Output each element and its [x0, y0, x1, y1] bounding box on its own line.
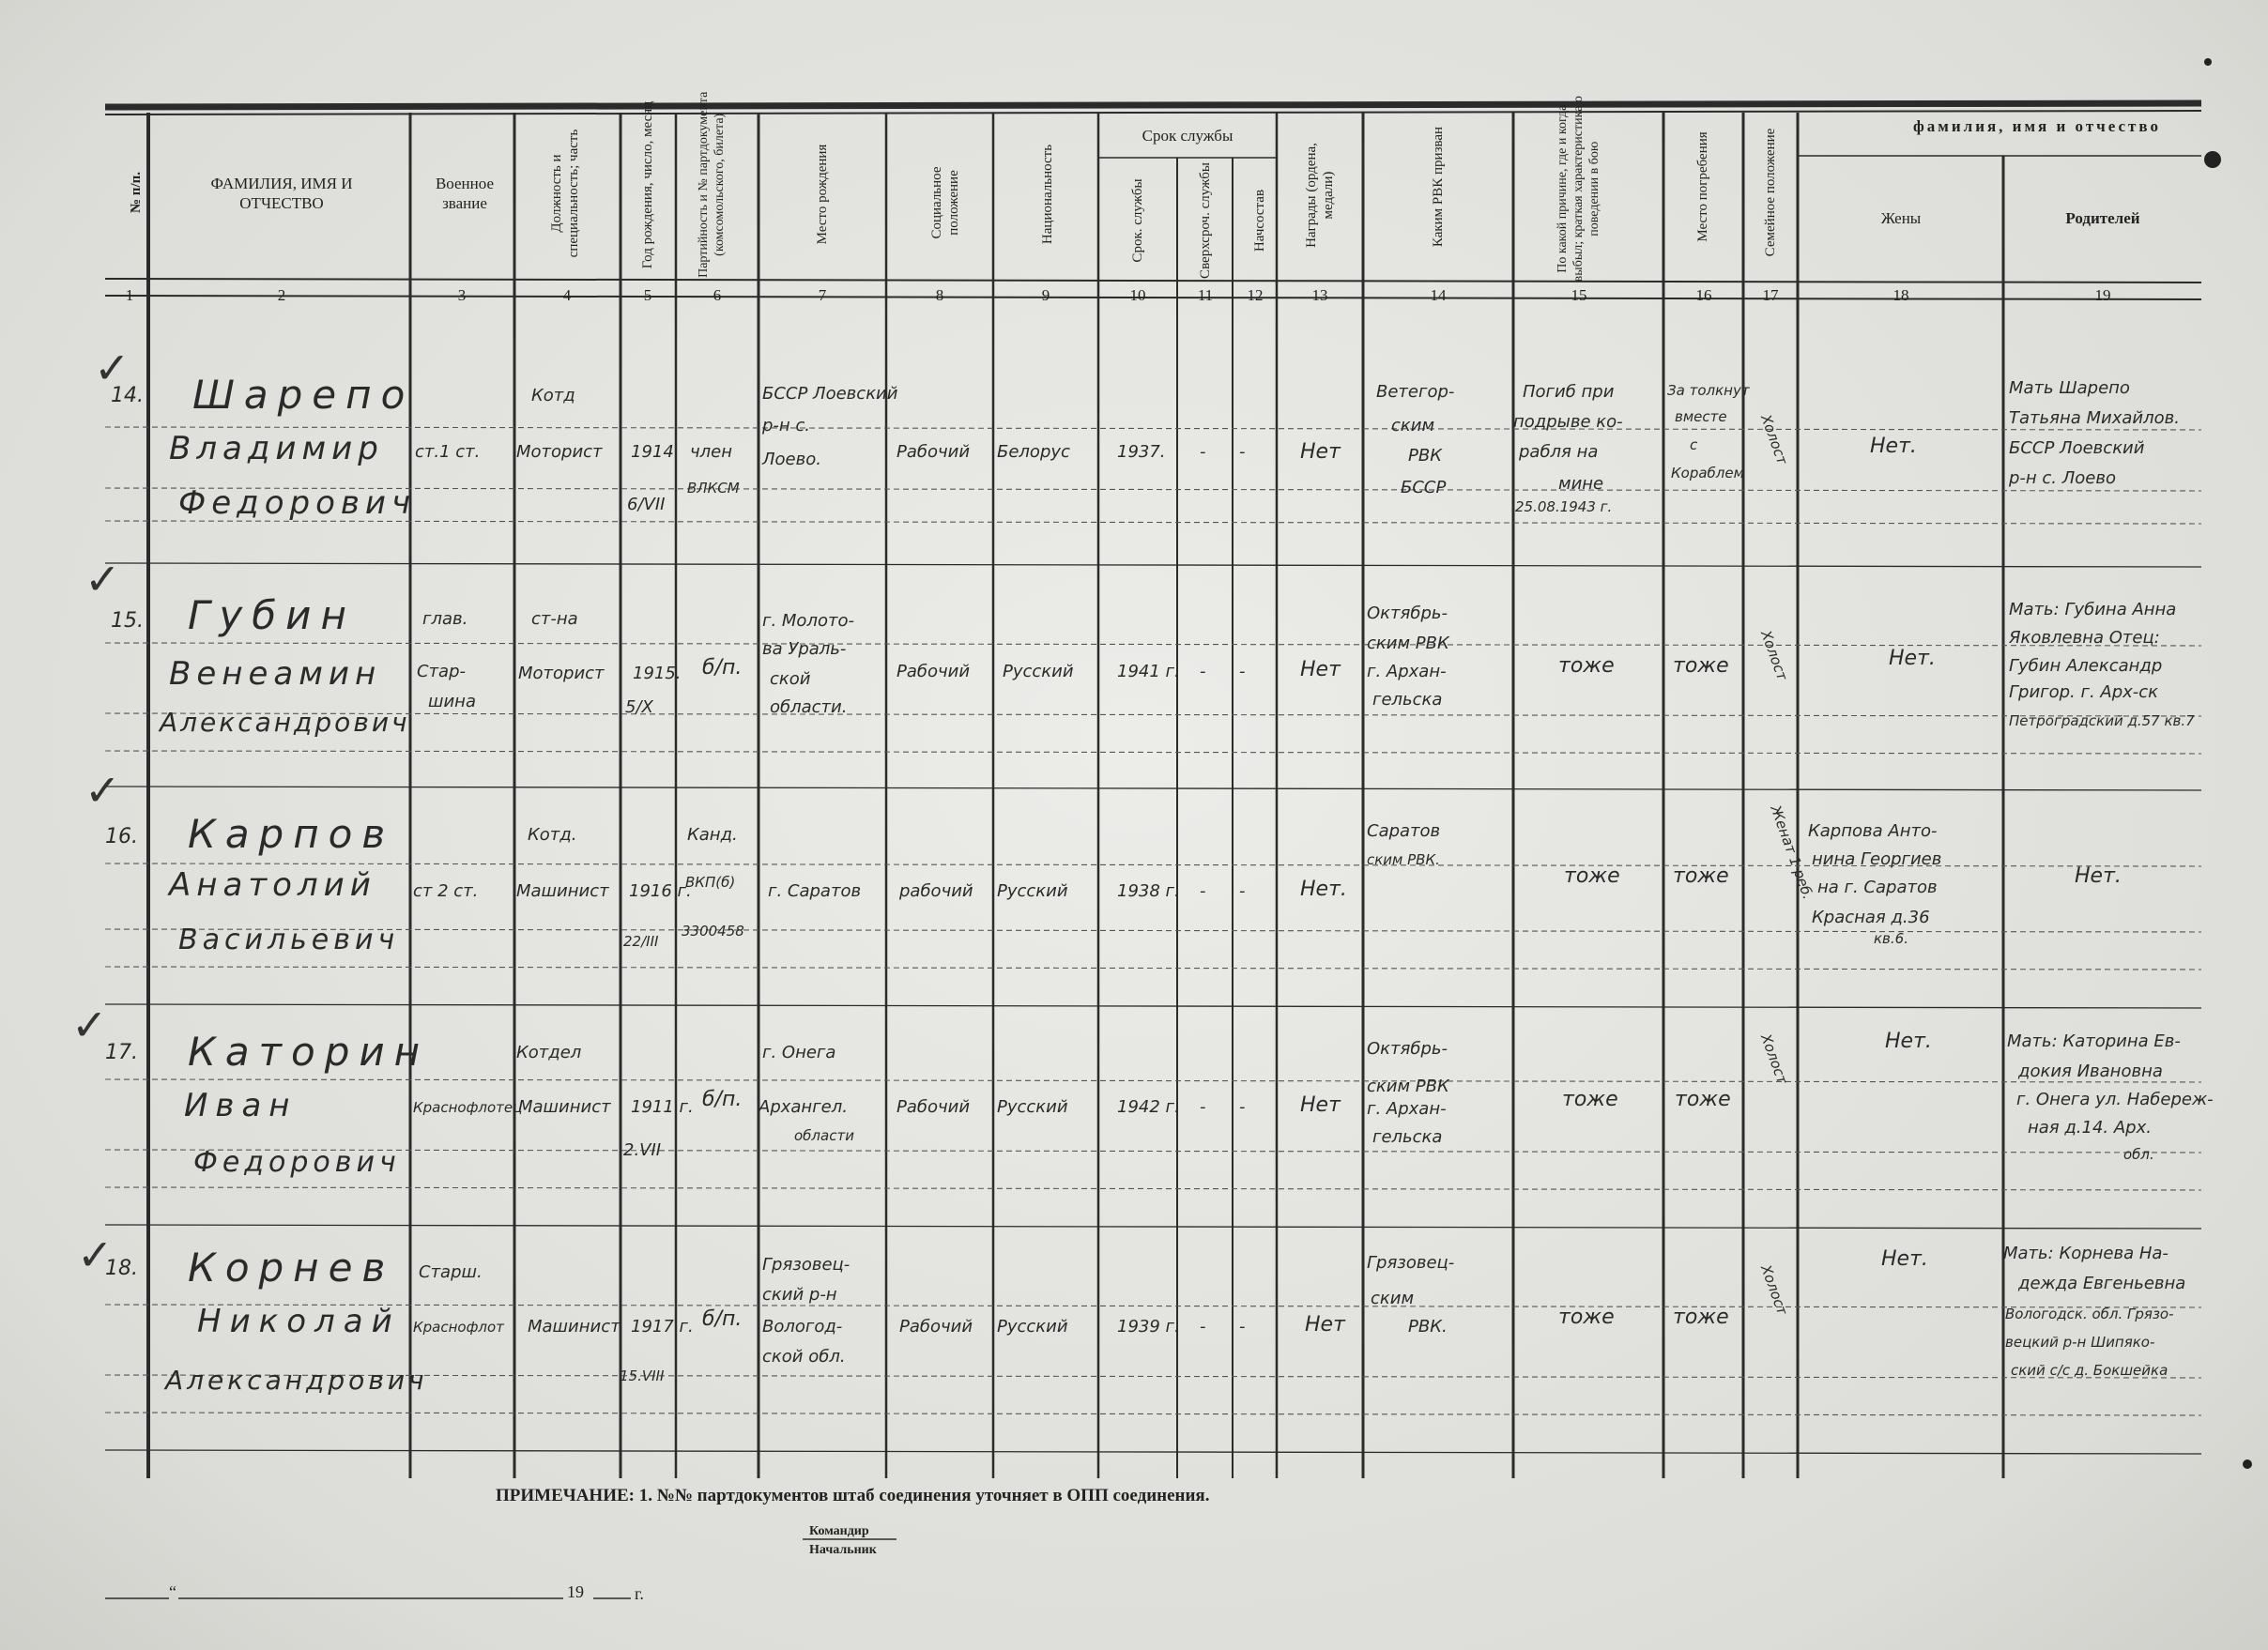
- social-status: Рабочий: [896, 662, 971, 681]
- birth-date: 5/X: [625, 697, 653, 717]
- parents: Нет.: [2075, 864, 2122, 888]
- patronymic: Васильевич: [178, 924, 400, 956]
- parents-line: дежда Евгеньевна: [2018, 1274, 2186, 1293]
- patronymic: Александрович: [160, 707, 410, 738]
- service-term: 1937.: [1117, 442, 1166, 462]
- social-status: Рабочий: [899, 1317, 973, 1337]
- service-term: 1942 г.: [1117, 1097, 1180, 1117]
- surname: Корнев: [188, 1245, 395, 1291]
- col-header-4: Должность и специальность; часть: [549, 129, 581, 258]
- party-doc: ВЛКСМ: [687, 480, 740, 497]
- rvk-line: Саратов: [1367, 821, 1441, 841]
- burial-line: Кораблем: [1671, 465, 1744, 481]
- overterm: -: [1200, 1317, 1206, 1337]
- party-card: ВКП(б): [685, 874, 736, 891]
- rvk-line: Ветегор-: [1376, 382, 1455, 402]
- col-header-11: Сверхсроч. службы: [1198, 162, 1213, 279]
- header-service-term: Срок службы: [1142, 127, 1234, 145]
- parents-line: Петроградский д.57 кв.7: [2009, 712, 2195, 729]
- row-number: 18.: [105, 1257, 138, 1280]
- rank: Стар-: [417, 662, 467, 681]
- social-status: Рабочий: [896, 442, 971, 462]
- birthplace-line: ской: [770, 669, 811, 689]
- post: Моторист: [518, 664, 605, 683]
- reason: тоже: [1564, 864, 1620, 888]
- birth-year: 1914: [631, 442, 674, 462]
- parents-line: ная д.14. Арх.: [2028, 1118, 2152, 1138]
- rvk-line: гельска: [1372, 690, 1443, 710]
- parents-line: Мать: Корнева На-: [2003, 1244, 2168, 1263]
- rvk-line: г. Архан-: [1367, 662, 1447, 681]
- party: б/п.: [702, 1307, 743, 1331]
- birthplace-line: Вологод-: [762, 1317, 843, 1337]
- col-num-9: 9: [1041, 286, 1050, 304]
- col-header-10: Срок. службы: [1130, 178, 1145, 263]
- birthplace-line: Грязовец-: [762, 1255, 850, 1275]
- reason-line: мине: [1558, 474, 1604, 494]
- burial-line: с: [1690, 436, 1698, 453]
- birthplace-line: р-н с.: [762, 416, 811, 435]
- col-num-6: 6: [713, 286, 722, 304]
- col-num-5: 5: [643, 286, 652, 304]
- surname: Карпов: [188, 811, 395, 857]
- col-header-13: Награды (ордена, медали): [1304, 143, 1336, 248]
- wife: Нет.: [1881, 1247, 1928, 1271]
- rank: ст.1 ст.: [415, 442, 481, 462]
- burial: тоже: [1673, 1306, 1729, 1329]
- birthplace-line: ва Ураль-: [762, 639, 847, 659]
- rank: Старш.: [419, 1262, 483, 1282]
- birth-date: 15.VIII: [620, 1367, 665, 1384]
- rank: шина: [428, 692, 476, 711]
- patronymic: Федорович: [178, 484, 417, 522]
- parents-line: Мать Шарепо: [2009, 378, 2130, 398]
- patronymic: Александрович: [165, 1365, 428, 1396]
- col-num-13: 13: [1311, 286, 1328, 304]
- command-staff: -: [1239, 881, 1246, 901]
- rvk-line: РВК.: [1408, 1317, 1448, 1337]
- surname: Губин: [188, 592, 356, 638]
- rvk-line: РВК: [1408, 446, 1442, 466]
- parents-line: р-н с. Лоево: [2009, 468, 2116, 488]
- parents-line: обл.: [2123, 1146, 2154, 1163]
- parents-line: Мать: Губина Анна: [2009, 600, 2177, 619]
- rvk-line: Грязовец-: [1367, 1253, 1455, 1273]
- wife: Нет.: [1889, 647, 1936, 670]
- party: б/п.: [702, 656, 743, 680]
- col-header-8: Социальное положение: [929, 166, 961, 239]
- check-mark-icon: ✓: [84, 765, 121, 816]
- birthplace-line: ский р-н: [762, 1285, 837, 1305]
- parents-line: Григор. г. Арх-ск: [2009, 682, 2159, 702]
- wife-line: кв.6.: [1874, 930, 1908, 947]
- row-number: 14.: [111, 384, 144, 407]
- birth-date: 22/III: [623, 933, 659, 950]
- wife-line: нина Георгиев: [1812, 849, 1942, 869]
- reason-line: подрыве ко-: [1513, 412, 1623, 432]
- awards: Нет: [1300, 658, 1341, 681]
- col-num-4: 4: [562, 286, 572, 304]
- birth-year: 1917 г.: [631, 1317, 694, 1337]
- col-num-2: 2: [277, 286, 286, 304]
- nationality: Русский: [997, 881, 1068, 901]
- commander-label: Командир: [809, 1524, 869, 1538]
- overterm: -: [1200, 1097, 1206, 1117]
- family-status: Холост: [1756, 1031, 1791, 1087]
- family-status: Холост: [1756, 628, 1791, 683]
- parents-line: ский с/с д. Бокшейка: [2011, 1362, 2168, 1379]
- reason-line: Погиб при: [1523, 382, 1615, 402]
- nationality: Русский: [997, 1317, 1068, 1337]
- rvk-line: ским: [1371, 1289, 1415, 1308]
- col-num-17: 17: [1762, 286, 1779, 304]
- col-header-1: № п/п.: [129, 171, 144, 214]
- row-number: 15.: [111, 609, 144, 633]
- parents-line: БССР Лоевский: [2009, 438, 2145, 458]
- col-num-15: 15: [1571, 286, 1587, 304]
- check-mark-icon: ✓: [84, 554, 121, 604]
- nationality: Русский: [1003, 662, 1074, 681]
- wife: Нет.: [1870, 435, 1917, 458]
- wife-line: Красная д.36: [1812, 908, 1930, 927]
- rvk-line: гельска: [1372, 1127, 1443, 1147]
- reason: тоже: [1558, 654, 1615, 678]
- overterm: -: [1200, 662, 1206, 681]
- overterm: -: [1200, 881, 1206, 901]
- footer-note: ПРИМЕЧАНИЕ: 1. №№ партдокументов штаб соединения уточняет в ОПП соединения.: [496, 1486, 1210, 1505]
- col-num-18: 18: [1893, 286, 1909, 304]
- parents-line: докия Ивановна: [2018, 1062, 2163, 1081]
- col-header-5: Год рождения, число, месяц: [640, 100, 655, 269]
- rank: ст 2 ст.: [413, 881, 479, 901]
- col-header-9: Национальность: [1040, 144, 1055, 245]
- parents-line: вецкий р-н Шипяко-: [2005, 1334, 2155, 1351]
- awards: Нет: [1305, 1313, 1345, 1337]
- row-number: 16.: [105, 825, 138, 848]
- birthplace-line: БССР Лоевский: [762, 384, 898, 404]
- parents-line: Мать: Каторина Ев-: [2007, 1031, 2181, 1051]
- burial-line: вместе: [1675, 408, 1727, 425]
- col-header-17: Семейное положение: [1763, 128, 1778, 257]
- col-num-7: 7: [818, 286, 827, 304]
- post: Машинист: [516, 881, 609, 901]
- family-status: Холост: [1756, 412, 1791, 467]
- birthplace-line: области: [794, 1127, 854, 1144]
- col-header-2: ФАМИЛИЯ, ИМЯ И ОТЧЕСТВО: [210, 175, 353, 213]
- col-header-6: Партийность и № партдокумента (комсомольского, билета): [697, 91, 727, 278]
- birthplace-line: г. Онега: [762, 1043, 836, 1062]
- year-suffix: г.: [635, 1584, 644, 1603]
- reason-line: 25.08.1943 г.: [1515, 498, 1613, 515]
- awards: Нет: [1300, 440, 1341, 464]
- col-header-3: Военное звание: [435, 175, 495, 213]
- col-num-19: 19: [2094, 286, 2111, 304]
- social-status: Рабочий: [896, 1097, 971, 1117]
- col-header-16: Место погребения: [1695, 131, 1710, 242]
- patronymic: Федорович: [193, 1146, 401, 1179]
- col-header-14: Каким РВК призван: [1431, 126, 1446, 248]
- burial: тоже: [1673, 864, 1729, 888]
- birthplace: г. Саратов: [768, 881, 862, 901]
- rank: Краснофлотец: [413, 1099, 523, 1116]
- first-name: Анатолий: [169, 866, 376, 904]
- col-num-16: 16: [1695, 286, 1712, 304]
- rvk-line: Октябрь-: [1367, 1039, 1448, 1059]
- check-mark-icon: ✓: [71, 1000, 108, 1050]
- col-num-10: 10: [1129, 286, 1146, 304]
- command-staff: -: [1239, 442, 1246, 462]
- birthplace-line: Лоево.: [762, 450, 821, 469]
- col-num-3: 3: [457, 286, 467, 304]
- date-quote: “: [169, 1582, 176, 1601]
- rank: Краснофлот: [413, 1319, 504, 1336]
- birth-year: 1911 г.: [631, 1097, 694, 1117]
- col-num-14: 14: [1430, 286, 1447, 304]
- wife: Нет.: [1885, 1030, 1932, 1053]
- first-name: Владимир: [169, 430, 384, 467]
- wife-line: Карпова Анто-: [1808, 821, 1938, 841]
- birthplace-line: области.: [770, 697, 848, 717]
- nationality: Белорус: [997, 442, 1070, 462]
- burial: тоже: [1675, 1088, 1731, 1111]
- parents-line: Татьяна Михайлов.: [2009, 408, 2180, 428]
- parents-line: Вологодск. обл. Грязо-: [2005, 1306, 2174, 1322]
- social-status: рабочий: [899, 881, 973, 901]
- awards: Нет: [1300, 1093, 1341, 1117]
- nationality: Русский: [997, 1097, 1068, 1117]
- birth-year: 1915.: [633, 664, 682, 683]
- service-term: 1939 г.: [1117, 1317, 1180, 1337]
- surname: Шарепо: [192, 372, 415, 418]
- party: б/п.: [702, 1088, 743, 1111]
- party: член: [690, 442, 732, 462]
- overterm: -: [1200, 442, 1206, 462]
- row-number: 17.: [105, 1041, 138, 1064]
- service-term: 1941 г.: [1117, 662, 1180, 681]
- burial-line: За толкнут: [1667, 382, 1750, 399]
- post: Моторист: [516, 442, 603, 462]
- col-header-15: По какой причине, где и когда выбыл; краткая характеристика о поведении в бою: [1555, 96, 1601, 283]
- burial: тоже: [1673, 654, 1729, 678]
- post-unit: Котд: [531, 386, 575, 405]
- rvk-line: ским РВК: [1367, 1077, 1449, 1096]
- birth-date: 6/VII: [627, 495, 666, 514]
- post-unit: Котдел: [516, 1043, 582, 1062]
- wife-line: на г. Саратов: [1817, 878, 1938, 897]
- party: Канд.: [687, 825, 738, 845]
- col-header-12: Начсостав: [1252, 189, 1267, 252]
- rank: глав.: [422, 609, 468, 629]
- parents-line: Яковлевна Отец:: [2009, 628, 2160, 648]
- rvk-line: ским РВК: [1367, 634, 1449, 653]
- header-group-fio: фамилия, имя и отчество: [1913, 117, 2161, 135]
- command-staff: -: [1239, 1097, 1246, 1117]
- post-unit: ст-на: [531, 609, 578, 629]
- birthplace-line: ской обл.: [762, 1347, 846, 1367]
- command-staff: -: [1239, 1317, 1246, 1337]
- family-status: Женат 1 реб.: [1767, 802, 1817, 902]
- parents-line: г. Онега ул. Набереж-: [2016, 1090, 2214, 1109]
- birthplace-line: г. Молото-: [762, 611, 854, 631]
- year-label: 19: [567, 1582, 584, 1601]
- birth-date: 2.VII: [623, 1140, 662, 1160]
- col-num-11: 11: [1197, 286, 1214, 304]
- post: Машинист: [528, 1317, 621, 1337]
- check-mark-icon: ✓: [77, 1230, 114, 1280]
- reason-line: рабля на: [1519, 442, 1599, 462]
- rvk-line: Октябрь-: [1367, 603, 1448, 623]
- rvk-line: г. Архан-: [1367, 1099, 1447, 1119]
- service-term: 1938 г.: [1117, 881, 1180, 901]
- party-doc-number: 3300458: [682, 923, 744, 940]
- first-name: Иван: [184, 1087, 298, 1124]
- col-header-7: Место рождения: [815, 144, 830, 245]
- rvk-line: БССР: [1401, 478, 1447, 497]
- col-header-19: Родителей: [2065, 209, 2140, 227]
- col-num-12: 12: [1247, 286, 1264, 304]
- awards: Нет.: [1300, 878, 1347, 901]
- birthplace-line: Архангел.: [759, 1097, 848, 1117]
- chief-label: Начальник: [809, 1543, 877, 1557]
- reason: тоже: [1562, 1088, 1618, 1111]
- col-header-18: Жены: [1880, 209, 1922, 227]
- col-num-1: 1: [125, 286, 134, 304]
- parents-line: Губин Александр: [2009, 656, 2163, 676]
- first-name: Венеамин: [169, 655, 382, 693]
- surname: Каторин: [188, 1029, 430, 1075]
- command-staff: -: [1239, 662, 1246, 681]
- rvk-line: ским: [1391, 416, 1435, 435]
- post: Машинист: [518, 1097, 611, 1117]
- first-name: Николай: [197, 1303, 401, 1340]
- check-mark-icon: ✓: [94, 343, 130, 393]
- birth-year: 1916 г.: [629, 881, 692, 901]
- rvk-line: ским РВК.: [1367, 851, 1440, 868]
- family-status: Холост: [1756, 1262, 1791, 1318]
- reason: тоже: [1558, 1306, 1615, 1329]
- col-num-8: 8: [935, 286, 944, 304]
- post-unit: Котд.: [528, 825, 577, 845]
